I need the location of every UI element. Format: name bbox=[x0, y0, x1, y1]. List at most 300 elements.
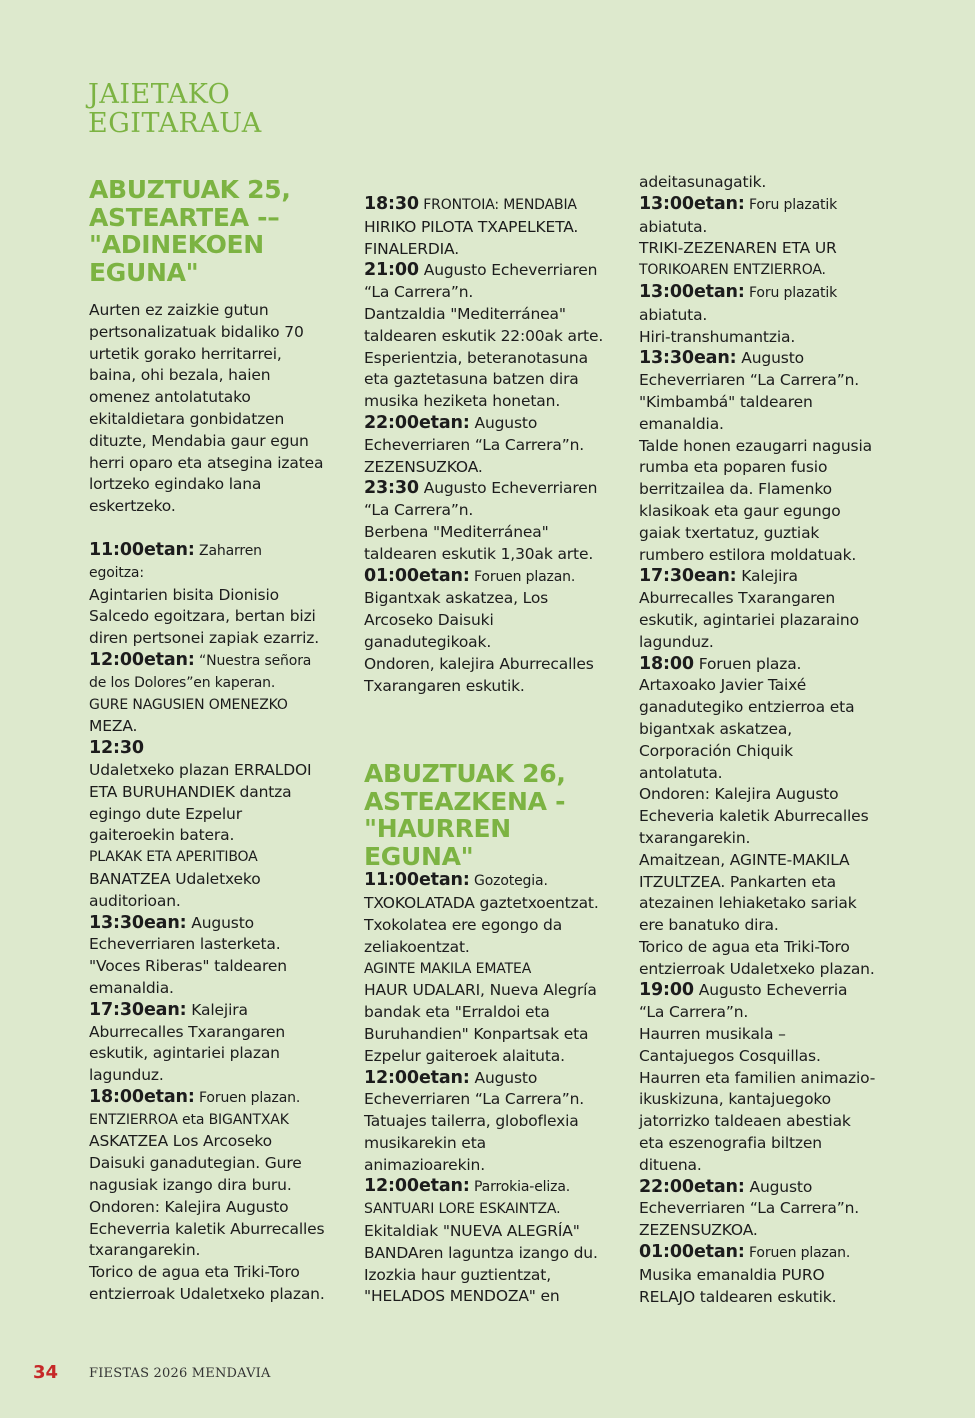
text-line bbox=[89, 431, 339, 453]
event-text: Echeverriaren “La Carrera”n. bbox=[639, 1199, 860, 1218]
text-line bbox=[89, 387, 339, 409]
event-text: rumbero estilora moldatuak. bbox=[639, 545, 857, 564]
event-text: txarangarekin. bbox=[89, 1241, 201, 1260]
event-text: eskertzeko. bbox=[89, 497, 176, 516]
text-line bbox=[89, 1153, 339, 1175]
event-text: PLAKAK ETA APERITIBOA bbox=[89, 849, 258, 866]
event-text: FRONTOIA: MENDABIA bbox=[418, 197, 577, 213]
event-time: 12:00etan: bbox=[364, 1176, 470, 1197]
day-title-line: ASTEARTEA -– bbox=[89, 202, 280, 232]
event-text: Haurren musikala – bbox=[639, 1025, 786, 1044]
event-text: Augusto bbox=[469, 413, 538, 432]
event-text: Foru plazatik bbox=[744, 284, 838, 301]
text-line bbox=[89, 344, 339, 366]
column-2 bbox=[364, 194, 614, 1308]
event-time: 18:00etan: bbox=[89, 1086, 195, 1107]
text-line bbox=[639, 479, 889, 501]
event-text: bandak eta "Erraldoi eta bbox=[364, 1003, 550, 1022]
event-text: adeitasunagatik. bbox=[639, 173, 767, 191]
event-text: eta gaztetasuna batzen dira bbox=[364, 370, 579, 389]
event-text: Udaletxeko plazan ERRALDOI bbox=[89, 760, 312, 779]
event-text: dituena. bbox=[639, 1155, 702, 1174]
event-text: egingo dute Ezpelur bbox=[89, 804, 242, 823]
text-line bbox=[364, 478, 614, 500]
event-text: musika heziketa honetan. bbox=[364, 392, 561, 411]
event-text: Kalejira bbox=[186, 1000, 248, 1019]
text-line bbox=[639, 172, 889, 194]
text-line bbox=[89, 585, 339, 607]
event-text: “La Carrera”n. bbox=[639, 1003, 749, 1022]
event-text: taldearen eskutik 1,30ak arte. bbox=[364, 544, 594, 563]
event-text: TORIKOAREN ENTZIERROA. bbox=[639, 262, 826, 279]
text-line bbox=[639, 1133, 889, 1155]
event-time: 13:00etan: bbox=[639, 193, 745, 214]
event-text: "HELADOS MENDOZA" en bbox=[364, 1287, 560, 1306]
spacer bbox=[89, 518, 339, 540]
event-text: de los Dolores”en kaperan. bbox=[89, 674, 276, 691]
event-text: BANDAren laguntza izango du. bbox=[364, 1243, 598, 1262]
text-line bbox=[89, 1240, 339, 1262]
text-line bbox=[89, 804, 339, 826]
text-line bbox=[364, 194, 614, 217]
event-text: Foruen plazan. bbox=[194, 1089, 301, 1106]
text-line bbox=[89, 956, 339, 978]
event-time: 23:30 bbox=[364, 478, 419, 499]
event-text: Augusto bbox=[186, 913, 254, 932]
event-time: 12:00etan: bbox=[89, 649, 195, 670]
text-line bbox=[364, 566, 614, 589]
text-line bbox=[639, 675, 889, 697]
event-text: Echeverriaren lasterketa. bbox=[89, 935, 281, 954]
event-text: urtetik gorako herritarrei, bbox=[89, 344, 282, 363]
event-text: herri oparo eta atsegina izatea bbox=[89, 453, 324, 472]
event-text: Berbena "Mediterránea" bbox=[364, 522, 549, 541]
text-line bbox=[639, 1198, 889, 1220]
event-text: Aurten ez zaizkie gutun bbox=[89, 301, 269, 319]
event-text: ENTZIERROA eta BIGANTXAK bbox=[89, 1111, 289, 1128]
event-text: entzierroak Udaletxeko plazan. bbox=[89, 1285, 325, 1304]
page-title-line: JAIETAKO bbox=[88, 79, 231, 110]
event-text: Dantzaldia "Mediterránea" bbox=[364, 304, 566, 323]
event-time: 12:00etan: bbox=[364, 1067, 470, 1088]
text-line bbox=[364, 1111, 614, 1133]
text-line bbox=[364, 1068, 614, 1090]
text-line bbox=[89, 1022, 339, 1044]
event-text: omenez antolatutako bbox=[89, 388, 251, 407]
text-line bbox=[639, 850, 889, 872]
event-text: HIRIKO PILOTA TXAPELKETA. bbox=[364, 217, 579, 236]
schedule-25-list bbox=[89, 300, 339, 1306]
event-text: ekitaldietara gonbidatzen bbox=[89, 409, 285, 428]
event-time: 13:30ean: bbox=[89, 912, 187, 933]
event-text: egoitza: bbox=[89, 564, 144, 581]
event-text: berritzailea da. Flamenko bbox=[639, 480, 832, 499]
text-line bbox=[639, 1177, 889, 1199]
text-line bbox=[639, 893, 889, 915]
event-text: ASKATZEA Los Arcoseko bbox=[89, 1132, 273, 1151]
event-text: baina, ohi bezala, haien bbox=[89, 366, 271, 385]
event-time: 13:00etan: bbox=[639, 281, 745, 302]
text-line bbox=[364, 980, 614, 1002]
text-line bbox=[639, 282, 889, 305]
text-line bbox=[639, 763, 889, 785]
text-line bbox=[89, 650, 339, 673]
day-title-line: EGUNA" bbox=[89, 257, 199, 287]
text-line bbox=[364, 1265, 614, 1287]
text-line bbox=[89, 1000, 339, 1022]
text-line bbox=[639, 632, 889, 654]
text-line bbox=[89, 606, 339, 628]
event-text: Foru plazatik bbox=[744, 196, 838, 213]
event-text: abiatuta. bbox=[639, 217, 708, 236]
text-line bbox=[89, 1110, 339, 1132]
event-text: RELAJO taldearen eskutik. bbox=[639, 1287, 837, 1306]
text-line bbox=[639, 1242, 889, 1265]
event-text: taldearen eskutik 22:00ak arte. bbox=[364, 326, 604, 345]
text-line bbox=[89, 978, 339, 1000]
text-line bbox=[639, 1046, 889, 1068]
event-text: lagunduz. bbox=[639, 632, 714, 651]
event-text: eskutik, agintariei plazan bbox=[89, 1044, 280, 1063]
text-line bbox=[89, 474, 339, 496]
text-line bbox=[89, 409, 339, 431]
text-line bbox=[639, 523, 889, 545]
text-line bbox=[89, 1175, 339, 1197]
event-text: Parrokia-eliza. bbox=[469, 1179, 571, 1196]
event-text: Bigantxak askatzea, Los bbox=[364, 589, 549, 608]
event-text: BANATZEA Udaletxeko bbox=[89, 869, 261, 888]
schedule-26-list bbox=[364, 870, 614, 1308]
text-line bbox=[364, 915, 614, 937]
text-line bbox=[639, 806, 889, 828]
text-line bbox=[89, 1219, 339, 1241]
event-text: jatorrizko taldeaen abestiak bbox=[639, 1112, 851, 1131]
text-line bbox=[364, 1199, 614, 1221]
event-text: Corporación Chiquik bbox=[639, 741, 793, 760]
event-text: Augusto Echeverriaren bbox=[418, 261, 598, 280]
event-text: Torico de agua eta Triki-Toro bbox=[89, 1263, 300, 1282]
text-line bbox=[89, 891, 339, 913]
column-1 bbox=[89, 176, 339, 1306]
text-line bbox=[89, 300, 339, 322]
text-line bbox=[364, 391, 614, 413]
text-line bbox=[364, 632, 614, 654]
event-text: Ondoren: Kalejira Augusto bbox=[639, 785, 839, 804]
text-line bbox=[364, 610, 614, 632]
text-line bbox=[89, 365, 339, 387]
text-line bbox=[364, 870, 614, 893]
text-line bbox=[364, 893, 614, 915]
event-text: Foruen plazan. bbox=[469, 568, 576, 585]
day-title-25 bbox=[89, 176, 339, 286]
day-title-line: EGUNA" bbox=[364, 841, 474, 871]
text-line bbox=[639, 260, 889, 282]
event-text: Echeveria kaletik Aburrecalles bbox=[639, 807, 869, 826]
event-text: diren pertsonei zapiak ezarriz. bbox=[89, 629, 319, 648]
event-time: 13:30ean: bbox=[639, 348, 737, 369]
text-line bbox=[364, 676, 614, 698]
event-text: emanaldia. bbox=[89, 978, 174, 997]
text-line bbox=[639, 1265, 889, 1287]
event-text: lortzeko egindako lana bbox=[89, 475, 262, 494]
event-text: Daisuki ganadutegian. Gure bbox=[89, 1154, 302, 1173]
text-line bbox=[89, 825, 339, 847]
event-text: animazioarekin. bbox=[364, 1155, 486, 1174]
event-text: TRIKI-ZEZENAREN ETA UR bbox=[639, 239, 837, 258]
event-time: 12:30 bbox=[89, 738, 144, 759]
day-title-line: ASTEAZKENA - bbox=[364, 786, 566, 816]
text-line bbox=[639, 1111, 889, 1133]
text-line bbox=[364, 239, 614, 261]
event-text: klasikoak eta gaur egungo bbox=[639, 501, 841, 520]
event-text: Haurren eta familien animazio- bbox=[639, 1068, 876, 1087]
text-line bbox=[639, 915, 889, 937]
event-text: Foruen plaza. bbox=[693, 654, 802, 673]
event-text: Talde honen ezaugarri nagusia bbox=[639, 436, 872, 455]
text-line bbox=[639, 348, 889, 370]
text-line bbox=[364, 1243, 614, 1265]
text-line bbox=[89, 628, 339, 650]
text-line bbox=[89, 1131, 339, 1153]
event-time: 11:00etan: bbox=[364, 870, 470, 891]
event-time: 17:30ean: bbox=[639, 566, 737, 587]
day-title-line: "ADINEKOEN bbox=[89, 230, 264, 259]
event-text: Gozotegia. bbox=[469, 873, 548, 890]
text-line bbox=[89, 1065, 339, 1087]
text-line bbox=[639, 566, 889, 588]
text-line bbox=[364, 326, 614, 348]
text-line bbox=[364, 588, 614, 610]
event-text: GURE NAGUSIEN OMENEZKO bbox=[89, 696, 288, 713]
event-text: Zaharren bbox=[194, 542, 262, 559]
event-text: Aburrecalles Txarangaren bbox=[639, 589, 836, 608]
text-line bbox=[89, 673, 339, 695]
event-text: ikuskizuna, kantajuegoko bbox=[639, 1090, 832, 1109]
event-text: Agintarien bisita Dionisio bbox=[89, 585, 279, 604]
schedule-25-cont-list bbox=[364, 194, 614, 697]
text-line bbox=[639, 959, 889, 981]
text-line bbox=[639, 697, 889, 719]
event-text: Augusto Echeverria bbox=[693, 981, 848, 1000]
event-text: zeliakoentzat. bbox=[364, 937, 470, 956]
schedule-26-cont-list bbox=[639, 172, 889, 1308]
text-line bbox=[364, 304, 614, 326]
text-line bbox=[89, 934, 339, 956]
event-time: 11:00etan: bbox=[89, 539, 195, 560]
text-line bbox=[364, 1024, 614, 1046]
text-line bbox=[639, 305, 889, 327]
event-time: 22:00etan: bbox=[639, 1176, 745, 1197]
text-line bbox=[364, 413, 614, 435]
event-text: txarangarekin. bbox=[639, 828, 751, 847]
event-text: lagunduz. bbox=[89, 1066, 164, 1085]
event-time: 17:30ean: bbox=[89, 999, 187, 1020]
event-text: Ondoren, kalejira Aburrecalles bbox=[364, 654, 594, 673]
event-text: Artaxoako Javier Taixé bbox=[639, 676, 807, 695]
text-line bbox=[639, 741, 889, 763]
event-text: Kalejira bbox=[736, 567, 798, 586]
event-time: 01:00etan: bbox=[364, 565, 470, 586]
event-text: antolatuta. bbox=[639, 763, 723, 782]
event-text: entzierroak Udaletxeko plazan. bbox=[639, 959, 875, 978]
event-text: rumba eta poparen fusio bbox=[639, 458, 828, 477]
text-line bbox=[364, 544, 614, 566]
event-text: nagusiak izango dira buru. bbox=[89, 1176, 292, 1195]
text-line bbox=[364, 1133, 614, 1155]
page-title bbox=[88, 80, 262, 138]
text-line bbox=[639, 1068, 889, 1090]
event-time: 01:00etan: bbox=[639, 1242, 745, 1263]
text-line bbox=[364, 1286, 614, 1308]
text-line bbox=[89, 496, 339, 518]
event-text: Izozkia haur guztientzat, bbox=[364, 1265, 551, 1284]
text-line bbox=[639, 238, 889, 260]
text-line bbox=[89, 869, 339, 891]
text-line bbox=[89, 782, 339, 804]
event-text: ere banatuko dira. bbox=[639, 916, 779, 935]
text-line bbox=[639, 217, 889, 239]
text-line bbox=[639, 872, 889, 894]
event-text: Echeverriaren “La Carrera”n. bbox=[639, 371, 860, 390]
text-line bbox=[639, 828, 889, 850]
text-line bbox=[89, 1087, 339, 1110]
text-line bbox=[639, 937, 889, 959]
day-title-line: ABUZTUAK 25, bbox=[89, 175, 291, 204]
event-text: ZEZENSUZKOA. bbox=[364, 457, 483, 476]
text-line bbox=[364, 282, 614, 304]
event-text: atezainen lehiaketako sariak bbox=[639, 894, 857, 913]
event-text: "Voces Riberas" taldearen bbox=[89, 957, 287, 976]
event-text: Echeverriaren “La Carrera”n. bbox=[364, 435, 585, 454]
text-line bbox=[364, 500, 614, 522]
event-text: Ezpelur gaiteroek alaituta. bbox=[364, 1046, 565, 1065]
page-title-line: EGITARAUA bbox=[88, 108, 262, 139]
text-line bbox=[89, 563, 339, 585]
event-text: Echeverria kaletik Aburrecalles bbox=[89, 1219, 325, 1238]
event-text: Aburrecalles Txarangaren bbox=[89, 1022, 286, 1041]
text-line bbox=[89, 453, 339, 475]
text-line bbox=[639, 501, 889, 523]
event-text: Augusto bbox=[469, 1068, 538, 1087]
text-line bbox=[639, 414, 889, 436]
event-text: auditorioan. bbox=[89, 891, 181, 910]
event-text: “La Carrera”n. bbox=[364, 501, 474, 520]
text-line bbox=[639, 1089, 889, 1111]
event-text: Salcedo egoitzara, bertan bizi bbox=[89, 607, 316, 626]
text-line bbox=[89, 913, 339, 935]
event-text: Augusto bbox=[736, 349, 804, 368]
event-text: gaiak txertatuz, guztiak bbox=[639, 523, 820, 542]
text-line bbox=[639, 1002, 889, 1024]
event-text: Ekitaldiak "NUEVA ALEGRÍA" bbox=[364, 1222, 580, 1241]
event-text: SANTUARI LORE ESKAINTZA. bbox=[364, 1201, 561, 1218]
text-line bbox=[364, 1176, 614, 1199]
text-line bbox=[639, 327, 889, 349]
text-line bbox=[89, 1262, 339, 1284]
text-line bbox=[364, 522, 614, 544]
event-text: emanaldia. bbox=[639, 414, 724, 433]
event-text: ganadutegikoak. bbox=[364, 632, 492, 651]
event-text: ZEZENSUZKOA. bbox=[639, 1221, 758, 1240]
text-line bbox=[89, 847, 339, 869]
event-text: abiatuta. bbox=[639, 305, 708, 324]
text-line bbox=[639, 610, 889, 632]
event-text: Txokolatea ere egongo da bbox=[364, 915, 563, 934]
text-line bbox=[364, 369, 614, 391]
text-line bbox=[639, 457, 889, 479]
event-time: 18:00 bbox=[639, 653, 694, 674]
text-line bbox=[364, 654, 614, 676]
event-time: 19:00 bbox=[639, 980, 694, 1001]
event-text: “Nuestra señora bbox=[194, 652, 312, 669]
event-text: Augusto bbox=[744, 1177, 813, 1196]
text-line bbox=[639, 370, 889, 392]
text-line bbox=[89, 760, 339, 782]
text-line bbox=[639, 392, 889, 414]
text-line bbox=[639, 1155, 889, 1177]
event-text: musikarekin eta bbox=[364, 1133, 486, 1152]
event-text: "Kimbambá" taldearen bbox=[639, 392, 813, 411]
event-text: bigantxak askatzea, bbox=[639, 719, 793, 738]
event-text: eskutik, agintariei plazaraino bbox=[639, 610, 859, 629]
event-text: ganadutegiko entzierroa eta bbox=[639, 698, 855, 717]
text-line bbox=[89, 322, 339, 344]
text-line bbox=[364, 1155, 614, 1177]
event-text: Ondoren: Kalejira Augusto bbox=[89, 1197, 289, 1216]
page-number: 34 bbox=[33, 1362, 59, 1383]
text-line bbox=[639, 1220, 889, 1242]
event-text: AGINTE MAKILA EMATEA bbox=[364, 960, 532, 977]
text-line bbox=[89, 1197, 339, 1219]
text-line bbox=[89, 1284, 339, 1306]
event-time: 21:00 bbox=[364, 260, 419, 281]
text-line bbox=[89, 716, 339, 738]
text-line bbox=[639, 654, 889, 676]
event-text: “La Carrera”n. bbox=[364, 283, 474, 302]
event-text: Torico de agua eta Triki-Toro bbox=[639, 937, 850, 956]
text-line bbox=[364, 435, 614, 457]
text-line bbox=[364, 348, 614, 370]
text-line bbox=[639, 980, 889, 1002]
text-line bbox=[364, 1221, 614, 1243]
text-line bbox=[639, 194, 889, 217]
text-line bbox=[364, 217, 614, 239]
day-title-line: "HAURREN bbox=[364, 814, 511, 844]
text-line bbox=[639, 545, 889, 567]
text-line bbox=[89, 695, 339, 717]
event-text: Hiri-transhumantzia. bbox=[639, 327, 796, 346]
text-line bbox=[639, 588, 889, 610]
event-text: Cantajuegos Cosquillas. bbox=[639, 1046, 821, 1065]
text-line bbox=[639, 784, 889, 806]
text-line bbox=[364, 260, 614, 282]
text-line bbox=[639, 1287, 889, 1309]
event-text: Buruhandien" Konpartsak eta bbox=[364, 1024, 589, 1043]
event-text: Txarangaren eskutik. bbox=[364, 676, 525, 695]
text-line bbox=[364, 959, 614, 981]
footer-text: FIESTAS 2026 MENDAVIA bbox=[89, 1366, 271, 1381]
column-3 bbox=[639, 172, 889, 1308]
text-line bbox=[639, 719, 889, 741]
event-text: Augusto Echeverriaren bbox=[418, 479, 598, 498]
day-title-26 bbox=[364, 760, 614, 870]
event-text: pertsonalizatuak bidaliko 70 bbox=[89, 322, 304, 341]
text-line bbox=[364, 1002, 614, 1024]
event-text: gaiteroekin batera. bbox=[89, 826, 235, 845]
text-line bbox=[364, 1089, 614, 1111]
text-line bbox=[89, 738, 339, 760]
event-text: Esperientzia, beteranotasuna bbox=[364, 348, 588, 367]
